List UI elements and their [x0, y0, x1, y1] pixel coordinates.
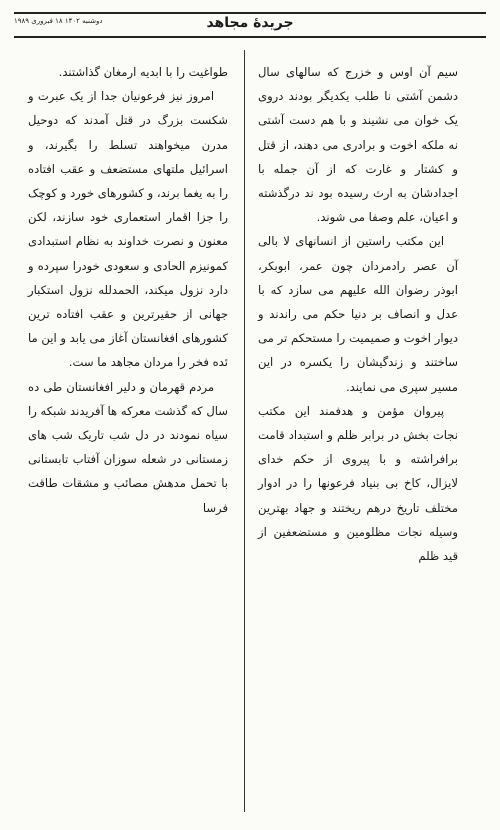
column-divider	[244, 50, 245, 812]
issue-date: دوشنبه ۱۴۰۲ ۱۸ فبروری ۱۹۸۹	[14, 17, 103, 25]
newspaper-title: جریدهٔ مجاهد	[206, 15, 294, 31]
paragraph: امروز نیز فرعونیان جدا از یک عبرت و شکست بزرگ در قتل آمدند که دوحیل مدرن میخواهند تسلط را بگیرند، و اسرائیل ملتهای مستضعف و عقب افتاده را به یغما برند، و کشورهای خورد و کوچک را جزا اقمار استعماری خود سازند، لکن معنون و نصرت خداوند به نظام استبدادی کمونیزم الحادی و سعودی خودرا سپرده و دارد نزول میکند، الحمدلله نزول استکبار جهانی از حقیرترین و عقب افتاده ترین کشورهای افغانستان آغاز می یابد و این ما ئده فخر را مردان مجاهد ما ست.	[28, 89, 228, 370]
paragraph: سیم آن اوس و خزرج که سالهای سال دشمن آشتی نا طلب یکدیگر بودند دروی یک خوان می نشیند و با هم دست آشتی نه ملکه اخوت و برادری می دهند، از قتل و کشتار و غارت که از آن جمله با اجدادشان به ارث رسیده بود ند درگذشته و اعیان، علم وصفا می شوند.	[258, 65, 458, 225]
article-column-right	[258, 60, 458, 568]
paragraph: این مکتب راستین از انسانهای لا بالی آن عصر رادمردان چون عمر، ابوبکر، ابوذر رضوان الله علیهم می سازد که با عدل و انصاف بر دنیا حکم می راندند و دیوار اخوت و صمیمیت را مستحکم تر می ساختند و زندگیشان را یکسره در این مسیر سپری می نمایند.	[258, 234, 458, 394]
masthead	[14, 12, 486, 38]
paragraph: طواغیت را با ابدیه ارمغان گذاشتند.	[58, 65, 228, 79]
paragraph: مردم قهرمان و دلیر افغانستان طی ده سال که گذشت معرکه ها آفریدند شبکه را سیاه نمودند در دل شب تاریک شب های زمستانی در شعله سوزان آفتاب تابستانی با تحمل مدهش مصائب و مشقات طاقت فرسا	[28, 379, 228, 515]
paragraph: پیروان مؤمن و هدفمند این مکتب نجات بخش در برابر ظلم و استبداد قامت برافراشته و با پیروی از حکم خدای لایزال، کاخ بی بنیاد فرعونها را در ادوار مختلف تاریخ درهم ریختند و جهاد بهترین وسیله نجات مظلومین و مستضعفین از قید ظلم	[258, 403, 458, 564]
article-column-left	[28, 60, 228, 520]
